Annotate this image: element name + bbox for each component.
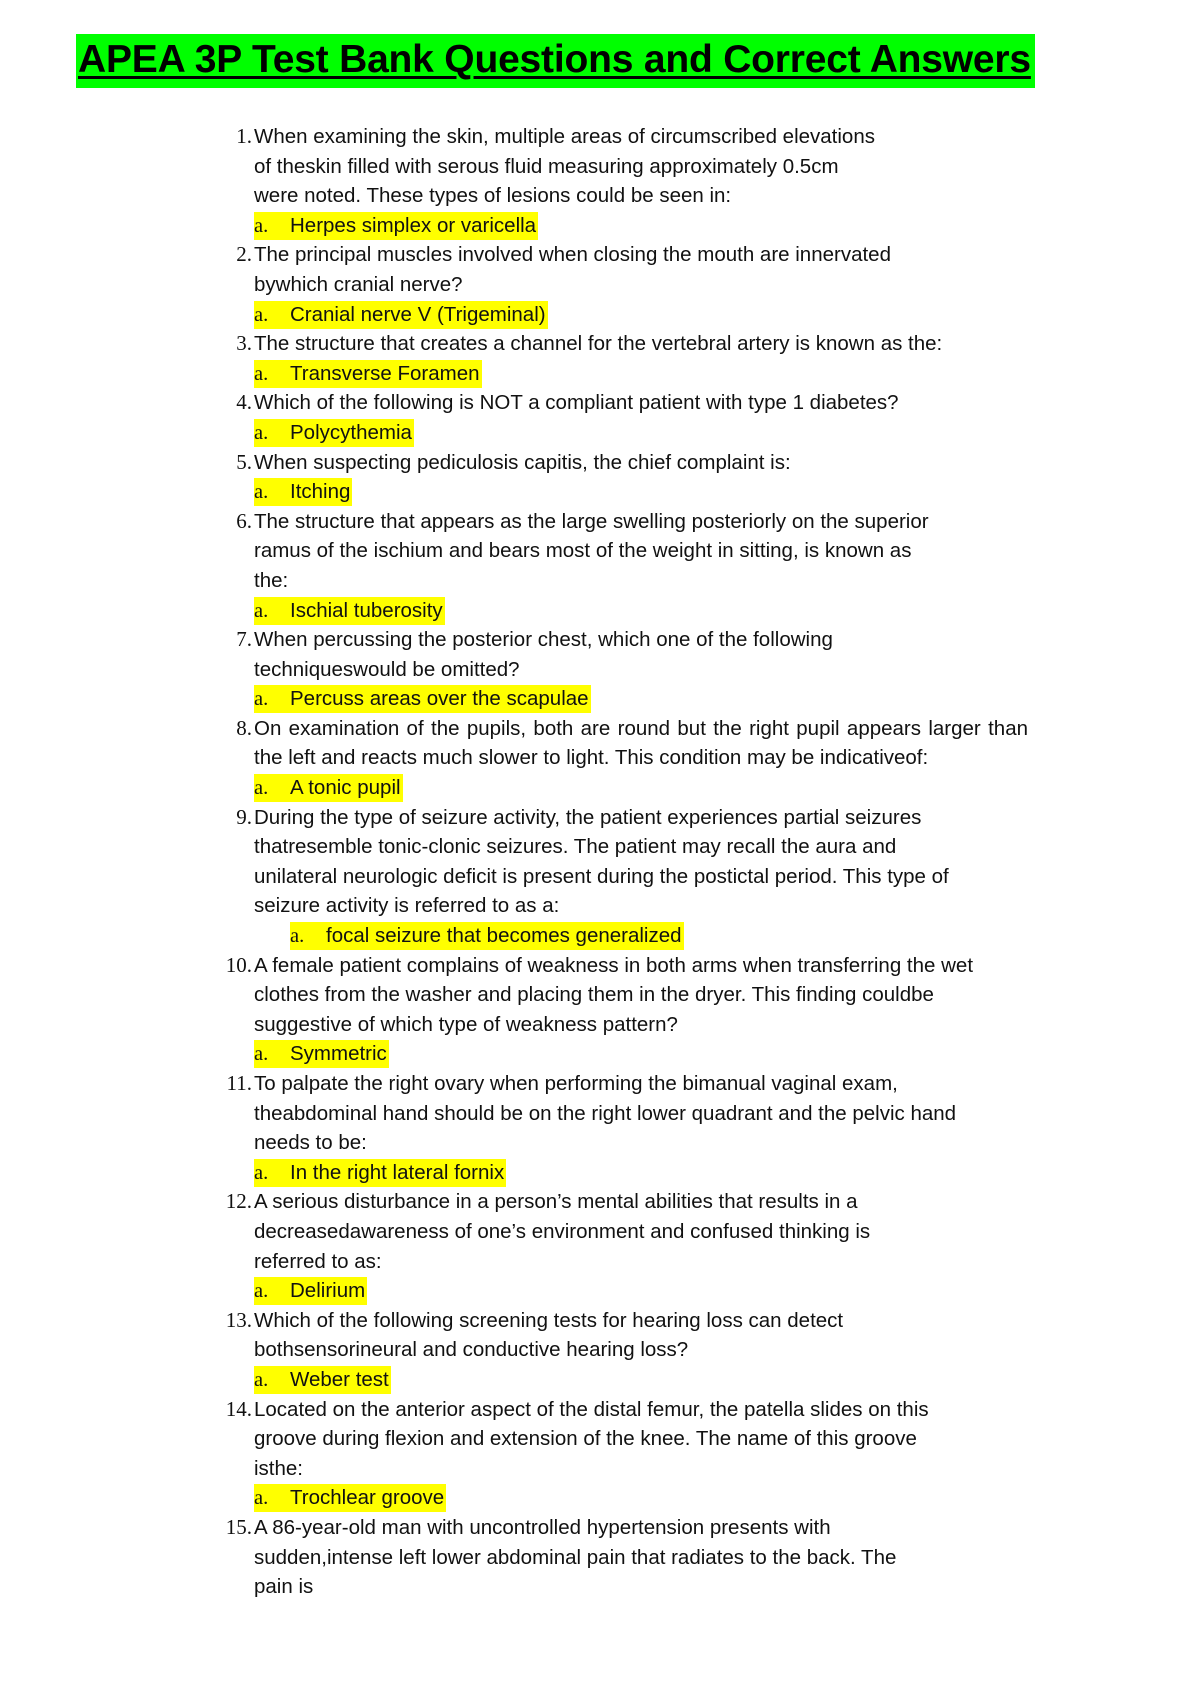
question-item bbox=[208, 507, 948, 625]
question-item bbox=[208, 951, 978, 1069]
question-stem: A serious disturbance in a person’s mental abilities that results in a decreasedawareness of one’s environment and confused thinking is referred to as: bbox=[254, 1190, 871, 1273]
document-title: APEA 3P Test Bank Questions and Correct Answers bbox=[76, 34, 1035, 88]
answer-line bbox=[254, 773, 1028, 803]
answer-highlight bbox=[254, 774, 403, 802]
question-number: 11. bbox=[226, 1071, 252, 1095]
answer-line bbox=[254, 359, 1028, 389]
answer-text: In the right lateral fornix bbox=[290, 1160, 505, 1184]
answer-line bbox=[290, 921, 968, 951]
answer-highlight bbox=[254, 1159, 506, 1187]
answer-line bbox=[254, 477, 1028, 507]
question-number: 4. bbox=[236, 390, 252, 415]
question-stem: When suspecting pediculosis capitis, the chief complaint is: bbox=[254, 450, 791, 474]
answer-letter: a. bbox=[254, 1368, 269, 1391]
answer-letter: a. bbox=[254, 1487, 269, 1510]
answer-highlight bbox=[254, 212, 538, 240]
answer-letter: a. bbox=[254, 303, 269, 326]
answer-letter: a. bbox=[254, 777, 269, 800]
question-number: 9. bbox=[236, 804, 252, 829]
question-item bbox=[208, 1306, 908, 1395]
question-stem: On examination of the pupils, both are round but the right pupil appears larger than the left and reacts much slower to light. This condition may be indicativeof: bbox=[254, 716, 1028, 770]
question-number: 15. bbox=[225, 1514, 252, 1539]
answer-letter: a. bbox=[254, 599, 269, 622]
answer-letter: a. bbox=[254, 481, 269, 504]
answer-line bbox=[254, 1483, 938, 1513]
question-number: 14. bbox=[225, 1396, 252, 1421]
question-number: 5. bbox=[236, 449, 252, 474]
question-number: 7. bbox=[236, 627, 252, 652]
question-stem: A female patient complains of weakness in both arms when transferring the wet clothes from the washer and placing them in the dryer. This finding couldbe suggestive of which type of weakness pattern? bbox=[254, 953, 974, 1036]
answer-text: Delirium bbox=[290, 1279, 366, 1303]
answer-highlight bbox=[254, 1366, 391, 1394]
answer-line bbox=[254, 1158, 958, 1188]
answer-text: Herpes simplex or varicella bbox=[290, 213, 537, 237]
question-item bbox=[208, 1187, 908, 1305]
question-item bbox=[208, 1395, 938, 1513]
answer-letter: a. bbox=[254, 688, 269, 711]
answer-letter: a. bbox=[254, 421, 269, 444]
answer-text: Cranial nerve V (Trigeminal) bbox=[290, 302, 546, 326]
answer-line bbox=[254, 684, 868, 714]
answer-highlight bbox=[290, 922, 684, 950]
answer-highlight bbox=[254, 1277, 367, 1305]
question-item bbox=[208, 803, 968, 951]
question-item bbox=[208, 625, 868, 714]
question-stem: The structure that appears as the large swelling posteriorly on the superior ramus of the ischium and bears most of the weight in sitting, is known as the: bbox=[254, 509, 929, 592]
answer-text: Ischial tuberosity bbox=[290, 598, 443, 622]
question-number: 2. bbox=[236, 242, 252, 267]
answer-letter: a. bbox=[254, 1161, 269, 1184]
answer-line bbox=[254, 1276, 908, 1306]
answer-line bbox=[254, 1365, 908, 1395]
answer-text: Itching bbox=[290, 480, 351, 504]
answer-letter: a. bbox=[254, 362, 269, 385]
question-stem: Located on the anterior aspect of the distal femur, the patella slides on this groove during flexion and extension of the knee. The name of this groove isthe: bbox=[254, 1397, 929, 1480]
answer-text: focal seizure that becomes generalized bbox=[326, 924, 682, 948]
question-stem: When examining the skin, multiple areas of circumscribed elevations of theskin filled with serous fluid measuring approximately 0.5cm were noted. These types of lesions could be seen in: bbox=[254, 125, 875, 208]
question-number: 3. bbox=[236, 331, 252, 356]
answer-text: A tonic pupil bbox=[290, 776, 401, 800]
question-number: 8. bbox=[236, 715, 252, 740]
question-item bbox=[208, 240, 908, 329]
question-item bbox=[208, 388, 1028, 447]
question-stem: When percussing the posterior chest, which one of the following techniqueswould be omitted? bbox=[254, 628, 833, 681]
question-number: 6. bbox=[236, 508, 252, 533]
question-item bbox=[208, 122, 888, 240]
answer-highlight bbox=[254, 419, 414, 447]
answer-highlight bbox=[254, 685, 591, 713]
question-stem: To palpate the right ovary when performing the bimanual vaginal exam, theabdominal hand should be on the right lower quadrant and the pelvic hand needs to be: bbox=[254, 1072, 957, 1155]
question-list bbox=[208, 122, 1028, 1602]
answer-highlight bbox=[254, 1484, 446, 1512]
answer-line bbox=[254, 300, 908, 330]
question-stem: Which of the following is NOT a compliant patient with type 1 diabetes? bbox=[254, 391, 899, 415]
answer-highlight bbox=[254, 360, 482, 388]
question-number: 12. bbox=[225, 1189, 252, 1214]
question-stem: The structure that creates a channel for the vertebral artery is known as the: bbox=[254, 332, 943, 356]
question-stem: Which of the following screening tests for hearing loss can detect bothsensorineural and conductive hearing loss? bbox=[254, 1308, 844, 1362]
answer-text: Symmetric bbox=[290, 1042, 387, 1066]
question-number: 1. bbox=[236, 124, 252, 148]
answer-letter: a. bbox=[254, 214, 269, 237]
answer-highlight bbox=[254, 1040, 389, 1068]
question-item bbox=[208, 1513, 938, 1602]
question-stem: During the type of seizure activity, the patient experiences partial seizures thatresemble tonic-clonic seizures. The patient may recall the aura and unilateral neurologic deficit is present during the postictal period. This type of seizure activity is referred to as a: bbox=[254, 805, 949, 918]
answer-text: Polycythemia bbox=[290, 420, 412, 444]
answer-line bbox=[254, 596, 948, 626]
question-item bbox=[208, 329, 1028, 388]
answer-text: Transverse Foramen bbox=[290, 361, 480, 385]
question-number: 13. bbox=[225, 1307, 252, 1332]
answer-highlight bbox=[254, 597, 445, 625]
question-item bbox=[208, 448, 1028, 507]
answer-line bbox=[254, 211, 888, 241]
answer-highlight bbox=[254, 478, 352, 506]
answer-letter: a. bbox=[254, 1280, 269, 1303]
answer-text: Trochlear groove bbox=[290, 1486, 445, 1510]
answer-letter: a. bbox=[254, 1043, 269, 1066]
question-item bbox=[208, 1069, 958, 1187]
answer-line bbox=[254, 418, 1028, 448]
question-item bbox=[208, 714, 1028, 803]
question-stem: The principal muscles involved when closing the mouth are innervated bywhich cranial nerve? bbox=[254, 243, 891, 296]
question-number: 10. bbox=[225, 952, 252, 977]
answer-line bbox=[254, 1039, 978, 1069]
question-stem: A 86-year-old man with uncontrolled hypertension presents with sudden,intense left lower abdominal pain that radiates to the back. The pain is bbox=[254, 1515, 897, 1599]
answer-text: Percuss areas over the scapulae bbox=[290, 687, 589, 711]
answer-highlight bbox=[254, 301, 548, 329]
title-wrap bbox=[76, 34, 1035, 88]
answer-letter: a. bbox=[290, 925, 305, 948]
answer-text: Weber test bbox=[290, 1367, 389, 1391]
